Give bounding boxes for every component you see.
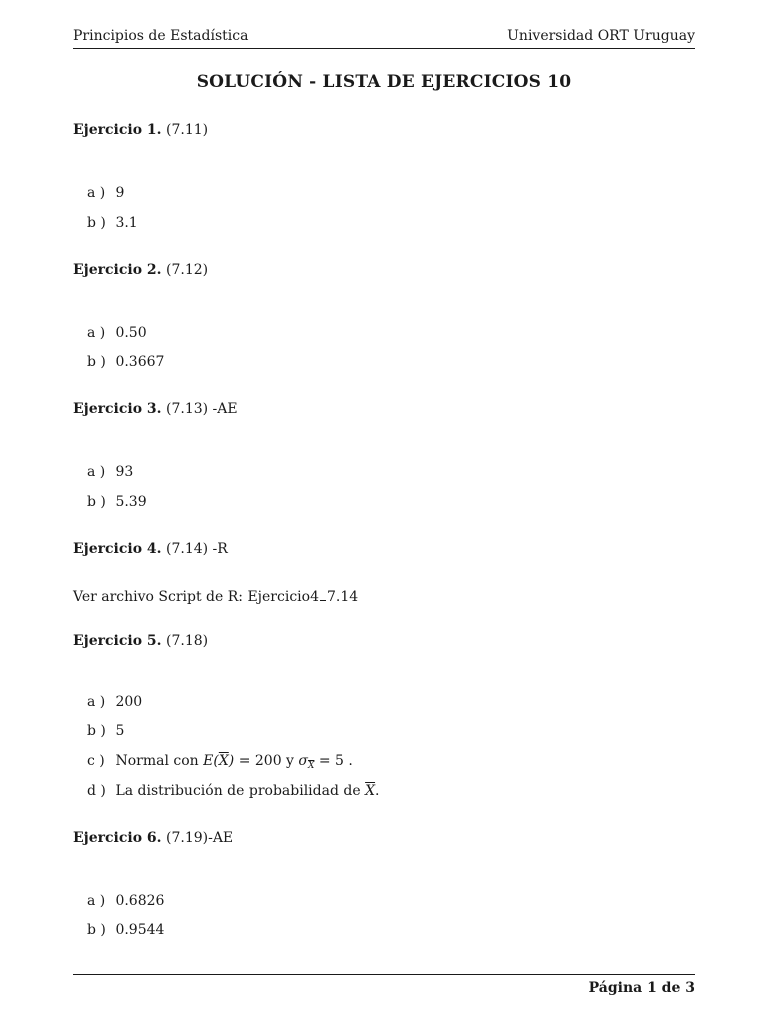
exercise-2-ref: (7.12) (166, 262, 209, 278)
std-error-symbol: $\sigma_{\overline{X}}$ (298, 753, 315, 771)
page-title: SOLUCIÓN - LISTA DE EJERCICIOS 10 (196, 72, 572, 92)
expected-value-formula: $E(\overline{X})$ (203, 753, 235, 769)
exercise-1-title: Ejercicio 1. (73, 122, 162, 138)
exercise-4-heading (73, 541, 228, 557)
exercise-1-ref: (7.11) (166, 122, 209, 138)
exercise-2-title: Ejercicio 2. (73, 262, 162, 278)
exercise-3-heading (73, 401, 238, 417)
header-rule (73, 48, 695, 49)
list-item: d ) La distribución de probabilidad de $\overline{X}$. (87, 783, 380, 799)
exercise-3-title: Ejercicio 3. (73, 401, 162, 417)
list-item: b ) 0.9544 (87, 922, 165, 938)
exercise-1-heading (73, 122, 208, 138)
list-item: c ) Normal con $E(\overline{X}) = 200$ y $\sigma_{\overline{X}} = 5$ . (87, 753, 353, 771)
list-item: a ) 0.50 (87, 325, 147, 341)
university-name: Universidad ORT Uruguay (507, 28, 695, 44)
list-item: a ) 200 (87, 694, 143, 710)
course-name: Principios de Estadística (73, 28, 249, 44)
exercise-6-heading (73, 830, 233, 846)
exercise-5-title: Ejercicio 5. (73, 633, 162, 649)
exercise-6-title: Ejercicio 6. (73, 830, 162, 846)
list-item: a ) 0.6826 (87, 893, 165, 909)
script-reference: Ver archivo Script de R: Ejercicio4 7.14 (73, 589, 359, 605)
page-number: Página 1 de 3 (588, 980, 695, 996)
list-item: b ) 5.39 (87, 494, 147, 510)
exercise-4-title: Ejercicio 4. (73, 541, 162, 557)
exercise-5-heading (73, 633, 208, 649)
list-item: a ) 9 (87, 185, 125, 201)
list-item: b ) 0.3667 (87, 354, 165, 370)
list-item: b ) 3.1 (87, 215, 138, 231)
exercise-5-ref: (7.18) (166, 633, 209, 649)
running-header (73, 28, 695, 48)
list-item: b ) 5 (87, 723, 125, 739)
exercise-2-heading (73, 262, 208, 278)
footer-rule (73, 974, 695, 975)
exercise-4-ref: (7.14) -R (166, 541, 228, 557)
exercise-6-ref: (7.19)-AE (166, 830, 234, 846)
list-item: a ) 93 (87, 464, 134, 480)
sample-mean-symbol: $\overline{X}$ (365, 783, 376, 799)
exercise-3-ref: (7.13) -AE (166, 401, 238, 417)
